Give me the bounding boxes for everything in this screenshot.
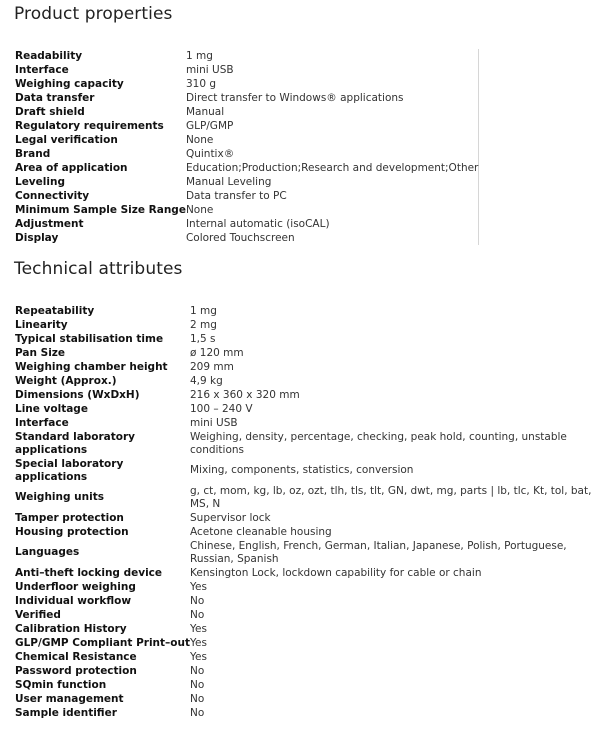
table-row <box>15 304 607 318</box>
attribute-value: Mixing, components, statistics, conversion <box>190 464 414 476</box>
property-name: Weighing capacity <box>15 77 124 90</box>
attribute-value: Kensington Lock, lockdown capability for cable or chain <box>190 566 482 579</box>
attribute-name: Housing protection <box>15 525 129 538</box>
table-row <box>15 566 607 580</box>
attribute-name: Linearity <box>15 318 68 331</box>
attribute-value: No <box>190 594 205 607</box>
table-row <box>15 525 607 539</box>
table-row <box>15 594 607 608</box>
attribute-name: Dimensions (WxDxH) <box>15 388 140 401</box>
table-row <box>15 622 607 636</box>
property-value: Colored Touchscreen <box>186 231 479 245</box>
table-row <box>15 231 479 245</box>
technical-attributes-heading: Technical attributes <box>14 259 183 279</box>
attribute-name: Password protection <box>15 664 137 677</box>
table-row <box>15 346 607 360</box>
attribute-name: Repeatability <box>15 304 95 317</box>
attribute-value: No <box>190 678 205 691</box>
property-name: Minimum Sample Size Range <box>15 203 186 216</box>
property-value: 1 mg <box>186 49 479 63</box>
attribute-name: Verified <box>15 608 61 621</box>
property-value: Manual Leveling <box>186 175 479 189</box>
attribute-name: User management <box>15 692 124 705</box>
attribute-value: No <box>190 706 205 719</box>
attribute-name: Calibration History <box>15 622 127 635</box>
attribute-value: ø 120 mm <box>190 346 244 359</box>
attribute-value: Yes <box>190 580 207 593</box>
table-row <box>15 175 479 189</box>
property-name: Regulatory requirements <box>15 119 164 132</box>
attribute-value: Yes <box>190 636 207 649</box>
attribute-value: 100 – 240 V <box>190 402 253 415</box>
attribute-value: Weighing, density, percentage, checking, peak hold, counting, unstable conditions <box>190 430 567 456</box>
attribute-value: 209 mm <box>190 360 234 373</box>
attribute-value: No <box>190 608 205 621</box>
table-row <box>15 189 479 203</box>
table-row <box>15 580 607 594</box>
attribute-name: SQmin function <box>15 678 107 691</box>
property-value: Education;Production;Research and development;Other <box>185 161 479 174</box>
table-row <box>15 105 479 119</box>
technical-attributes-table <box>15 304 607 720</box>
attribute-name: GLP/GMP Compliant Print–out <box>15 636 190 649</box>
table-row <box>15 539 607 566</box>
table-row <box>15 49 479 63</box>
product-properties-heading: Product properties <box>14 4 173 24</box>
table-row <box>15 430 607 457</box>
attribute-name: Anti–theft locking device <box>15 566 163 579</box>
attribute-name: Standard laboratory applications <box>15 430 136 456</box>
table-row <box>15 692 607 706</box>
attribute-name: Weighing chamber height <box>15 360 168 373</box>
property-name: Display <box>15 231 59 244</box>
table-row <box>15 161 479 175</box>
property-value: None <box>186 133 479 147</box>
property-name: Brand <box>15 147 51 160</box>
table-row <box>15 133 479 147</box>
attribute-value: g, ct, mom, kg, lb, oz, ozt, tlh, tls, tlt, GN, dwt, mg, parts | lb, tlc, Kt, tol, bat, MS, N <box>190 484 592 510</box>
attribute-value: mini USB <box>190 416 238 429</box>
attribute-name: Underfloor weighing <box>15 580 136 593</box>
attribute-name: Special laboratory applications <box>15 457 124 483</box>
table-row <box>15 147 479 161</box>
property-name: Leveling <box>15 175 65 188</box>
table-row <box>15 119 479 133</box>
table-row <box>15 511 607 525</box>
property-value: mini USB <box>186 63 479 77</box>
table-row <box>15 678 607 692</box>
property-value: None <box>186 203 479 217</box>
property-value: Manual <box>186 105 479 119</box>
attribute-value: Supervisor lock <box>190 511 271 524</box>
property-name: Connectivity <box>15 189 90 202</box>
property-name: Area of application <box>15 161 128 174</box>
attribute-value: Yes <box>190 622 207 635</box>
attribute-name: Tamper protection <box>15 511 124 524</box>
property-value: Data transfer to PC <box>186 189 479 203</box>
attribute-name: Individual workflow <box>15 594 132 607</box>
product-properties-table <box>15 49 479 245</box>
attribute-name: Interface <box>15 416 69 429</box>
attribute-value: 1 mg <box>190 304 217 317</box>
attribute-name: Chemical Resistance <box>15 650 137 663</box>
table-row <box>15 608 607 622</box>
attribute-value: 4,9 kg <box>190 374 223 387</box>
table-row <box>15 484 607 511</box>
attribute-name: Typical stabilisation time <box>15 332 164 345</box>
table-row <box>15 650 607 664</box>
property-name: Draft shield <box>15 105 85 118</box>
property-value: GLP/GMP <box>186 119 479 133</box>
table-row <box>15 374 607 388</box>
attribute-value: Yes <box>190 650 207 663</box>
property-name: Adjustment <box>15 217 84 230</box>
table-row <box>15 416 607 430</box>
table-row <box>15 77 479 91</box>
table-row <box>15 63 479 77</box>
property-name: Data transfer <box>15 91 95 104</box>
property-value: Direct transfer to Windows® applications <box>186 91 479 105</box>
property-name: Readability <box>15 49 83 62</box>
attribute-name: Languages <box>15 546 80 558</box>
table-row <box>15 388 607 402</box>
table-row <box>15 457 607 484</box>
property-value: Internal automatic (isoCAL) <box>186 217 479 231</box>
table-row <box>15 664 607 678</box>
table-row <box>15 332 607 346</box>
attribute-value: 2 mg <box>190 318 217 331</box>
table-row <box>15 402 607 416</box>
table-row <box>15 636 607 650</box>
table-row <box>15 203 479 217</box>
attribute-name: Pan Size <box>15 346 66 359</box>
attribute-value: No <box>190 664 205 677</box>
attribute-name: Line voltage <box>15 402 88 415</box>
attribute-value: 216 x 360 x 320 mm <box>190 388 300 401</box>
property-name: Interface <box>15 63 69 76</box>
attribute-value: No <box>190 692 205 705</box>
table-row <box>15 318 607 332</box>
table-row <box>15 217 479 231</box>
attribute-value: Acetone cleanable housing <box>190 525 332 538</box>
property-value: 310 g <box>186 77 479 91</box>
table-row <box>15 360 607 374</box>
attribute-value: 1,5 s <box>190 332 216 345</box>
property-value: Quintix® <box>186 147 479 161</box>
attribute-name: Weight (Approx.) <box>15 374 117 387</box>
property-name: Legal verification <box>15 133 118 146</box>
attribute-value: Chinese, English, French, German, Italian, Japanese, Polish, Portuguese, Russian, Spanish <box>190 539 567 565</box>
attribute-name: Sample identifier <box>15 706 117 719</box>
table-row <box>15 91 479 105</box>
table-row <box>15 706 607 720</box>
attribute-name: Weighing units <box>15 491 104 503</box>
